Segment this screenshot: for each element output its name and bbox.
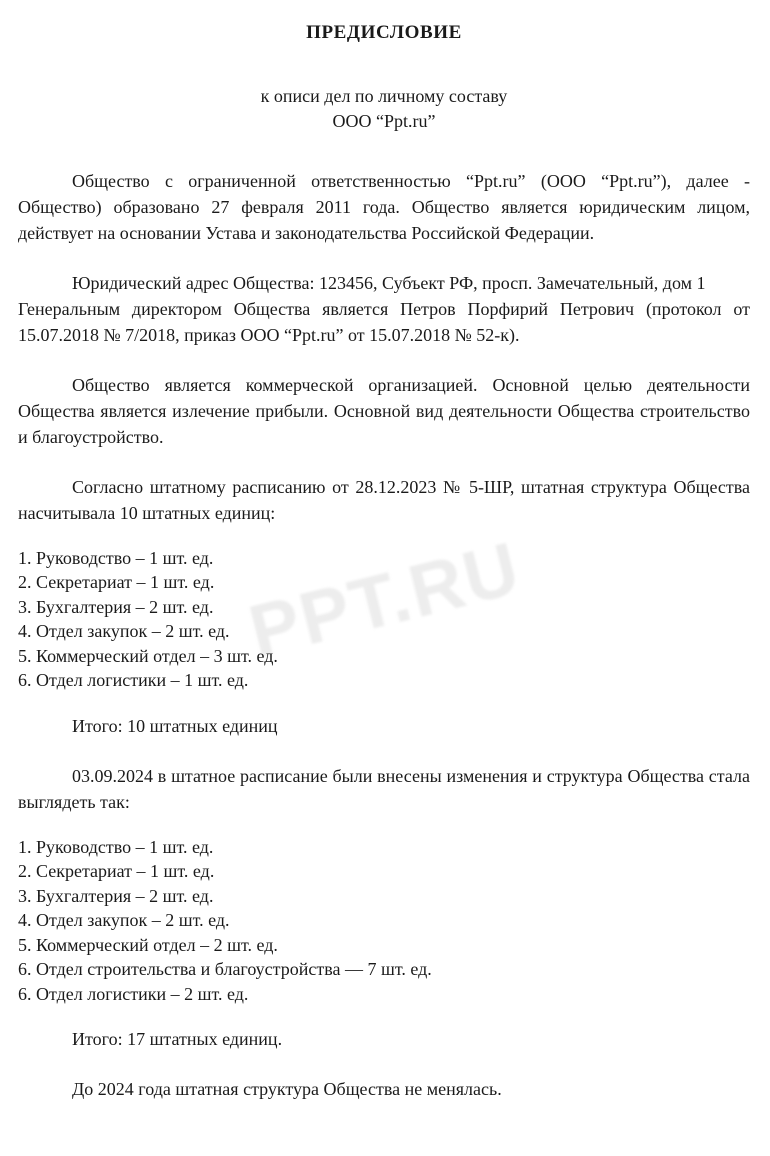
paragraph-staffing-2023: Согласно штатному расписанию от 28.12.2023 № 5-ШР, штатная структура Общества насчитывала 10 штатных единиц: [18, 476, 750, 523]
list-item: 3. Бухгалтерия – 2 шт. ед. [18, 885, 214, 906]
list-item: 5. Коммерческий отдел – 2 шт. ед. [18, 934, 278, 955]
paragraph-company-block [18, 168, 750, 246]
paragraph-changes-2024-block [18, 763, 750, 815]
subtitle-line-inventory: к описи дел по личному составу [260, 85, 508, 106]
staff-list-2023-block [18, 546, 750, 693]
list-item: 6. Отдел логистики – 1 шт. ед. [18, 670, 249, 691]
list-item: 6. Отдел строительства и благоустройства — 7 шт. ед. [18, 959, 432, 980]
document-content [18, 22, 750, 1102]
paragraph-address-block [18, 270, 750, 348]
paragraph-closing-block [18, 1076, 750, 1102]
list-item: 6. Отдел логистики – 2 шт. ед. [18, 983, 249, 1004]
ppt-ru-watermark: PPT.RU [241, 525, 529, 674]
list-item: 4. Отдел закупок – 2 шт. ед. [18, 621, 230, 642]
staff-list-2023 [18, 546, 750, 693]
total-2023-block [18, 713, 750, 739]
paragraph-staffing-2023-block [18, 474, 750, 526]
paragraph-closing: До 2024 года штатная структура Общества не менялась. [72, 1079, 502, 1100]
page-title: ПРЕДИСЛОВИЕ [306, 22, 462, 43]
paragraph-company: Общество с ограниченной ответственностью “Ppt.ru” (ООО “Ppt.ru”), далее - Общество) образовано 27 февраля 2011 года. Общество является юридическим лицом, действует на основании Устава и законодательства Российской Федерации. [18, 170, 750, 243]
list-item: 2. Секретариат – 1 шт. ед. [18, 861, 215, 882]
document-subtitle [18, 84, 750, 134]
list-item: 2. Секретариат – 1 шт. ед. [18, 572, 215, 593]
staff-list-2024-block [18, 835, 750, 1007]
paragraph-activity: Общество является коммерческой организацией. Основной целью деятельности Общества является излечение прибыли. Основной вид деятельности Общества строительство и благоустройство. [18, 374, 750, 447]
paragraph-address-line-2: Генеральным директором Общества является Петров Порфирий Петрович (протокол от 15.07.2018 № 7/2018, приказ ООО “Ppt.ru” от 15.07.2018 № 52-к). [18, 298, 750, 345]
list-item: 1. Руководство – 1 шт. ед. [18, 547, 214, 568]
list-item: 3. Бухгалтерия – 2 шт. ед. [18, 596, 214, 617]
paragraph-address-line-1: Юридический адрес Общества: 123456, Субъект РФ, просп. Замечательный, дом 1 [72, 272, 706, 293]
paragraph-changes-2024: 03.09.2024 в штатное расписание были внесены изменения и структура Общества стала выглядеть так: [18, 765, 750, 812]
subtitle-line-company: ООО “Ppt.ru” [332, 110, 436, 131]
total-2024: Итого: 17 штатных единиц. [72, 1029, 283, 1050]
list-item: 5. Коммерческий отдел – 3 шт. ед. [18, 645, 278, 666]
staff-list-2024 [18, 835, 750, 1007]
list-item: 4. Отдел закупок – 2 шт. ед. [18, 910, 230, 931]
total-2023: Итого: 10 штатных единиц [72, 715, 278, 736]
document-page [0, 22, 770, 1156]
paragraph-activity-block [18, 372, 750, 450]
total-2024-block [18, 1026, 750, 1052]
list-item: 1. Руководство – 1 шт. ед. [18, 836, 214, 857]
